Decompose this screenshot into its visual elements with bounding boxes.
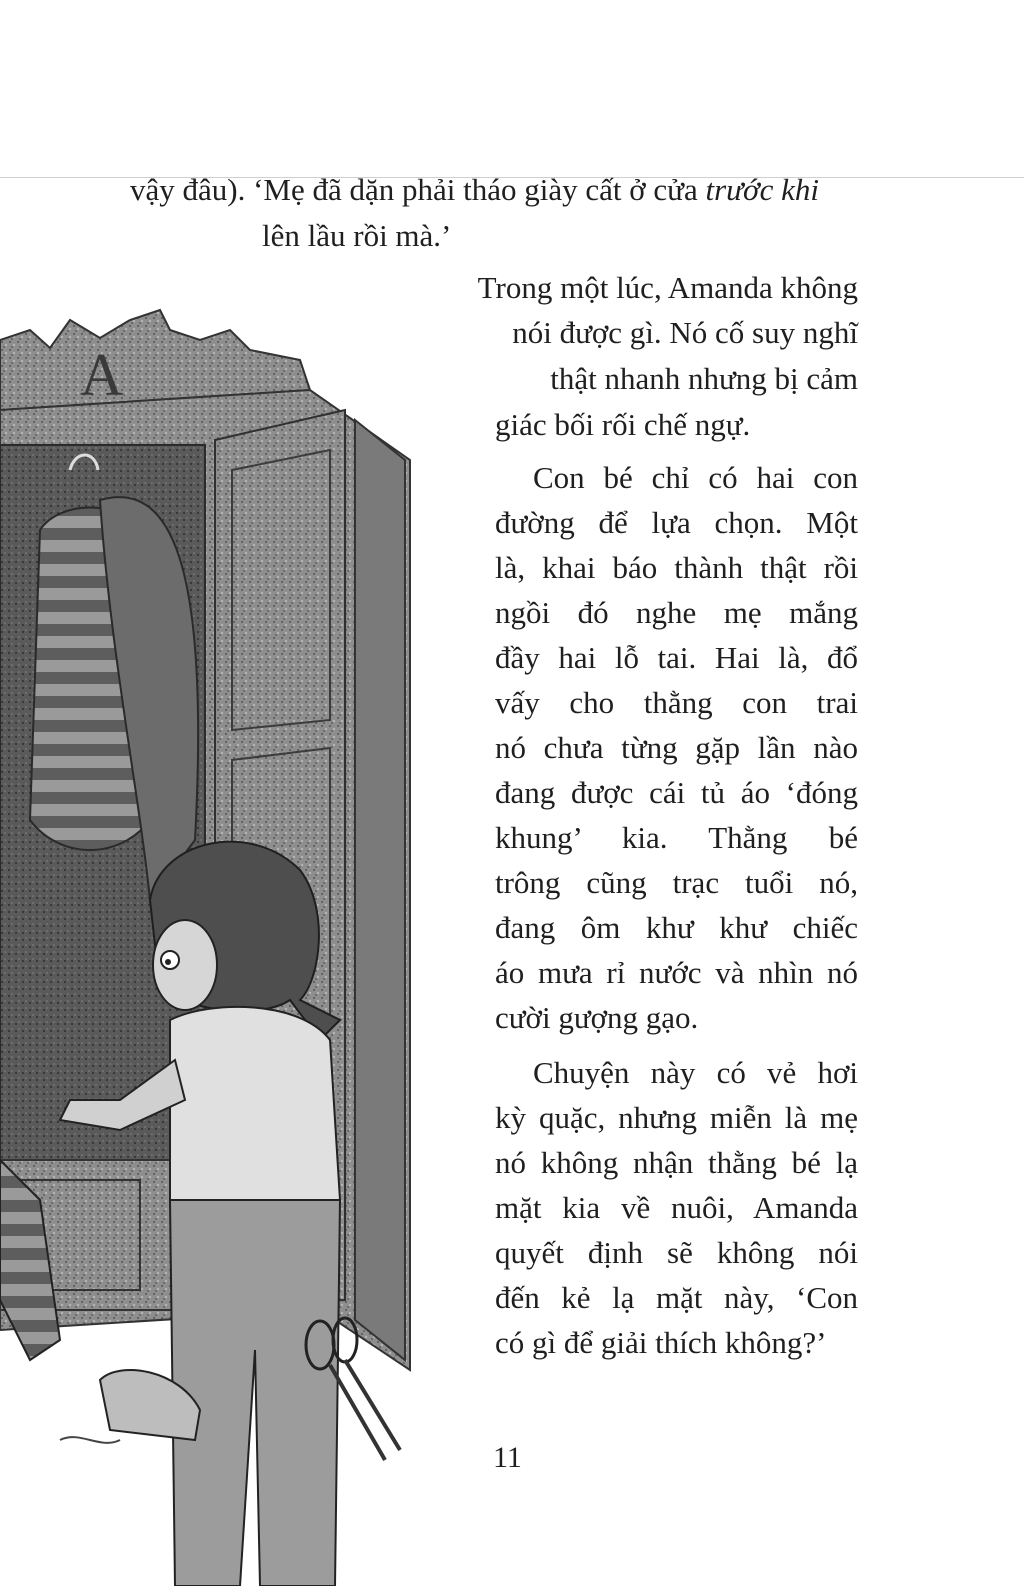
text-line: nói được gì. Nó cố suy nghĩ	[512, 315, 858, 350]
text-line: khung’ kia. Thằng bé	[495, 820, 858, 855]
text-line: đầy hai lỗ tai. Hai là, đổ	[495, 640, 858, 675]
text-line: ngồi đó nghe mẹ mắng	[495, 595, 858, 630]
text-line: đang ôm khư khư chiếc	[495, 910, 858, 945]
text-line: Chuyện này có vẻ hơi	[533, 1055, 858, 1090]
wardrobe-illustration	[0, 300, 430, 1586]
text-line: vậy đâu). ‘Mẹ đã dặn phải tháo giày cất ở cửa trước khi	[130, 172, 819, 207]
text-line: đường để lựa chọn. Một	[495, 505, 858, 540]
text-line: mặt kia về nuôi, Amanda	[495, 1190, 858, 1225]
text-line: giác bối rối chế ngự.	[495, 407, 751, 442]
text-line: vấy cho thằng con trai	[495, 685, 858, 720]
text-line: Trong một lúc, Amanda không	[477, 270, 858, 305]
text-line: đang được cái tủ áo ‘đóng	[495, 775, 858, 810]
text-line: Con bé chỉ có hai con	[533, 460, 858, 495]
wardrobe-letter: A	[80, 342, 124, 408]
page-number: 11	[493, 1441, 522, 1474]
text-line: thật nhanh nhưng bị cảm	[550, 361, 858, 396]
text-line: nó không nhận thằng bé lạ	[495, 1145, 858, 1180]
emphasis-text: trước khi	[705, 172, 819, 207]
text-line: áo mưa rỉ nước và nhìn nó	[495, 955, 858, 990]
text-line: kỳ quặc, nhưng miễn là mẹ	[495, 1100, 858, 1135]
text-line: cười gượng gạo.	[495, 1000, 699, 1035]
text-line: trông cũng trạc tuổi nó,	[495, 865, 858, 900]
text-line: lên lầu rồi mà.’	[262, 218, 452, 253]
text-line: có gì để giải thích không?’	[495, 1325, 827, 1360]
text-line: quyết định sẽ không nói	[495, 1235, 858, 1270]
text-line: đến kẻ lạ mặt này, ‘Con	[495, 1280, 858, 1315]
text-line: là, khai báo thành thật rồi	[495, 550, 858, 585]
text-line: nó chưa từng gặp lần nào	[495, 730, 858, 765]
